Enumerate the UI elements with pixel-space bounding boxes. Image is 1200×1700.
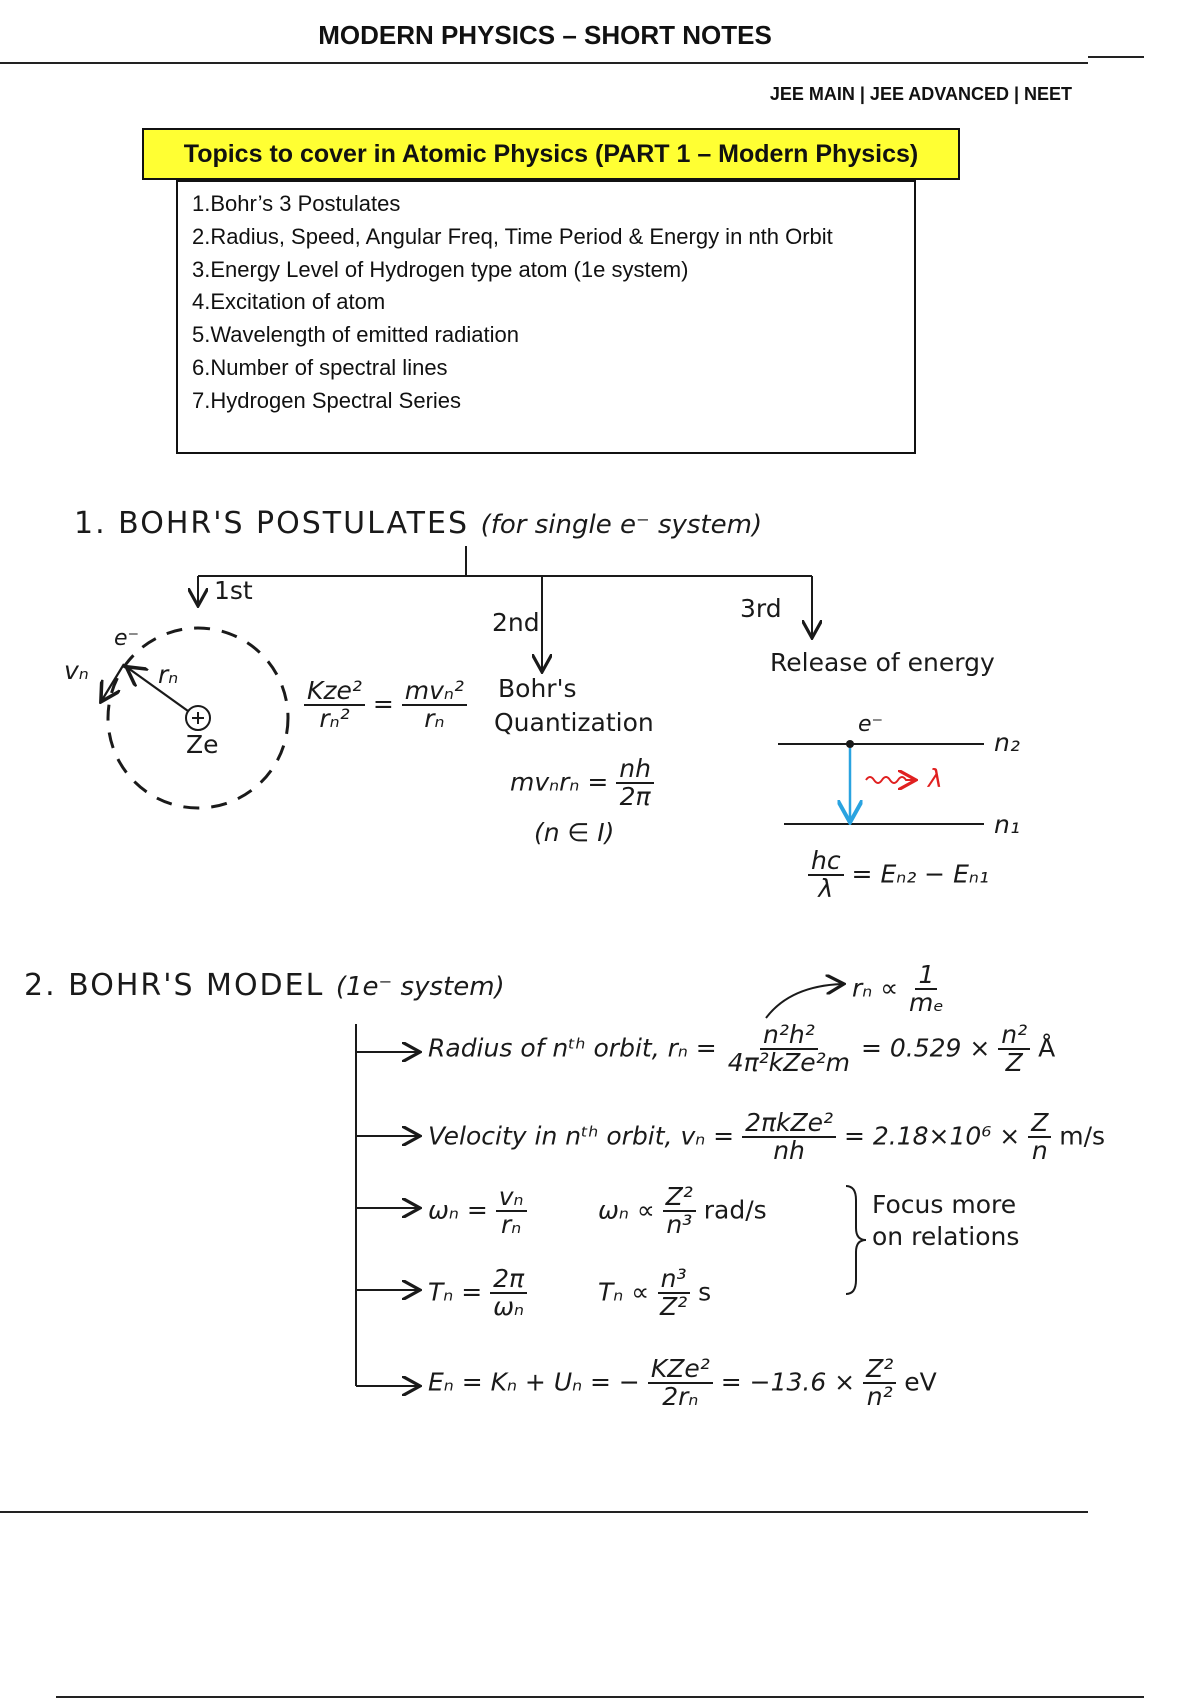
postulates-heading [74,506,762,541]
topic-item: 4.Excitation of atom [192,289,386,315]
angular-frequency-relation: ωₙ ∝ $\frac{\text{Z²}}{\text{n³}}$ rad/s [598,1182,767,1240]
electron-label: e⁻ [114,626,140,651]
velocity-formula: Velocity in nᵗʰ orbit, vₙ = $\frac{\text{2πkZe²}}{nh}$ = 2.18×10⁶ × $\frac{Z}{n}$ m/s [428,1108,1106,1166]
model-heading-sub: (1e⁻ system) [335,972,505,1002]
level-n2-label: n₂ [994,728,1020,757]
transition-electron-label: e⁻ [858,712,884,737]
electron-dot [846,740,854,748]
first-postulate-formula: $\frac{\text{Kze²}}{\text{rₙ²}}$ = $\frac{\text{mvₙ²}}{\text{rₙ}}$ [304,678,467,733]
topic-item: 7.Hydrogen Spectral Series [192,387,462,413]
note-arrow [766,984,842,1018]
hc-over-lambda: $\frac{hc}{\lambda}$ [808,848,844,903]
time-period-relation: Tₙ ∝ $\frac{\text{n³}}{\text{Z²}}$ s [598,1264,712,1322]
angular-frequency-formula: ωₙ = $\frac{\text{vₙ}}{\text{rₙ}}$ [428,1184,527,1239]
centripetal-fraction: $\frac{\text{mvₙ²}}{\text{rₙ}}$ [402,678,467,733]
postulates-heading-sub: (for single e⁻ system) [480,510,763,540]
radius-label: rₙ [158,660,179,689]
level-n1-label: n₁ [994,810,1020,839]
bohr-quantization-line2: Quantization [494,708,654,737]
page-title: MODERN PHYSICS – SHORT NOTES [318,20,772,50]
photon-wavelength-label: λ [928,764,943,793]
quantization-condition: (n ∈ I) [534,818,615,847]
velocity-arrow [102,664,124,700]
energy-fraction: $\frac{\text{KZe²}}{\text{2rₙ}}$ [648,1356,713,1411]
radius-fraction: $\frac{\text{n²h²}}{\text{4π²kZe²m}}$ [727,1020,851,1078]
quantization-fraction: $\frac{nh}{2\pi}$ [616,756,654,811]
topic-item: 5.Wavelength of emitted radiation [192,322,519,348]
bohr-quantization-line1: Bohr's [498,674,577,703]
quantization-formula: mvₙrₙ = $\frac{nh}{2\pi}$ [510,756,654,811]
third-postulate-tag: 3rd [740,594,782,623]
radius-formula: Radius of nᵗʰ orbit, rₙ = $\frac{\text{n²h²}}{\text{4π²kZe²m}}$ = 0.529 × $\frac{\text{n²}}{Z}$ Å [428,1020,1056,1078]
topic-item: 6.Number of spectral lines [192,354,448,380]
model-heading [24,968,505,1003]
radius-mass-note: rₙ ∝ $\frac{1}{\text{mₑ}}$ [852,960,944,1018]
time-period-formula: Tₙ = $\frac{2\pi}{\text{ωₙ}}$ [428,1266,527,1321]
coulomb-force-fraction: $\frac{\text{Kze²}}{\text{rₙ²}}$ [304,678,365,733]
topics-title: Topics to cover in Atomic Physics (PART 1 – Modern Physics) [142,128,960,180]
velocity-fraction: $\frac{\text{2πkZe²}}{nh}$ [742,1110,836,1165]
first-postulate-tag: 1st [214,576,253,605]
energy-formula: Eₙ = Kₙ + Uₙ = − $\frac{\text{KZe²}}{\text{2rₙ}}$ = −13.6 × $\frac{\text{Z²}}{\text{n²}}$ eV [428,1354,937,1412]
photon-wave [866,777,914,783]
postulates-heading-text: 1. BOHR'S POSTULATES [74,506,470,541]
focus-note-line2: on relations [872,1222,1020,1251]
topic-item: 1.Bohr’s 3 Postulates [192,191,401,216]
nucleus-charge-label: Ze [186,730,219,759]
release-energy-title: Release of energy [770,648,995,677]
topic-item: 2.Radius, Speed, Angular Freq, Time Period & Energy in nth Orbit [192,223,833,249]
curly-brace [846,1186,866,1294]
second-postulate-tag: 2nd [492,608,540,637]
exam-tags: JEE MAIN | JEE ADVANCED | NEET [769,84,1072,104]
velocity-label: vₙ [64,656,89,685]
energy-release-formula: $\frac{hc}{\lambda}$ = Eₙ₂ − Eₙ₁ [808,848,989,903]
focus-note-line1: Focus more [872,1190,1017,1219]
topic-item: 3.Energy Level of Hydrogen type atom (1e system) [192,256,689,282]
model-heading-text: 2. BOHR'S MODEL [24,968,325,1003]
